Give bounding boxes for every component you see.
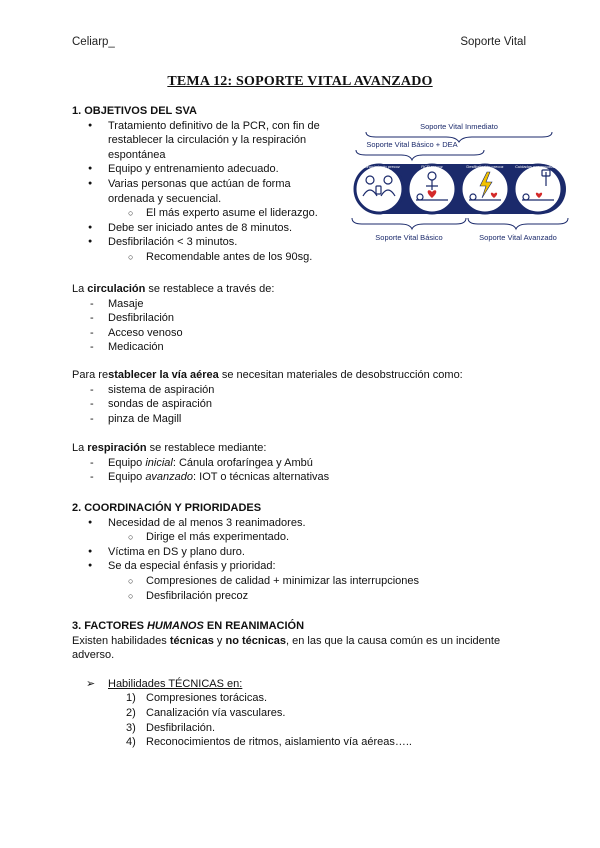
- circle-reconocimiento: [355, 165, 403, 213]
- circle-posresucitacion: [514, 165, 562, 213]
- list-item: - Desfibrilación: [72, 311, 532, 326]
- respiracion-block: [72, 441, 532, 485]
- list-item: - Medicación: [72, 340, 532, 355]
- coordinacion-list: [72, 516, 532, 604]
- objetivos-list: [72, 119, 332, 265]
- list-item: - pinza de Magill: [72, 412, 532, 427]
- sub-list-item: ○ Desfibrilación precoz: [72, 589, 532, 604]
- list-item: ● Varias personas que actúan de forma ordenada y secuencial.: [72, 177, 332, 206]
- list-item: - Equipo inicial: Cánula orofaríngea y Ambú: [72, 456, 532, 471]
- section-factores-humanos: [72, 619, 532, 750]
- circulacion-intro: La circulación se restablece a través de:: [72, 283, 275, 295]
- header-right: Soporte Vital: [460, 36, 526, 48]
- section-objetivos: [72, 104, 332, 265]
- caption-reconocimiento: Reconocimiento precoz: [358, 164, 400, 169]
- list-item: - sistema de aspiración: [72, 383, 532, 398]
- label-sva: Soporte Vital Avanzado: [479, 233, 557, 242]
- chain-of-survival-diagram: [346, 120, 576, 266]
- list-item: 2) Canalización vía vasculares.: [126, 706, 286, 719]
- respiracion-list: [72, 456, 532, 485]
- section-3-heading: 3. FACTORES HUMANOS EN REANIMACIÓN: [72, 620, 305, 632]
- factores-paragraph: Existen habilidades técnicas y no técnicas, en las que la causa común es un incidente adverso.: [72, 634, 501, 662]
- via-aerea-block: [72, 368, 532, 426]
- list-item: ● Necesidad de al menos 3 reanimadores.: [72, 516, 532, 531]
- circulacion-block: [72, 282, 532, 355]
- sub-list-item: ○ Recomendable antes de los 90sg.: [72, 250, 332, 265]
- sub-list-item: ○ Compresiones de calidad + minimizar las interrupciones: [72, 574, 532, 589]
- habilidades-tecnicas-heading: ➢ Habilidades TÉCNICAS en:: [72, 677, 532, 692]
- chain-of-survival-figure: [346, 120, 576, 266]
- list-item: - Acceso venoso: [72, 326, 532, 341]
- list-item: - Equipo avanzado: IOT o técnicas alternativas: [72, 470, 532, 485]
- header-left: Celiarp_: [72, 36, 115, 48]
- list-item: - Masaje: [72, 297, 532, 312]
- list-item: ● Se da especial énfasis y prioridad:: [72, 559, 532, 574]
- via-aerea-list: [72, 383, 532, 427]
- bracket-bottom-right: [468, 218, 568, 229]
- caption-rcp: RCP precoz: [421, 164, 443, 169]
- section-2-heading: 2. COORDINACIÓN Y PRIORIDADES: [72, 502, 262, 514]
- caption-desfibrilacion: Desfibrilación precoz: [466, 164, 504, 169]
- list-item: 4) Reconocimientos de ritmos, aislamiento vía aéreas…..: [126, 736, 412, 749]
- page-title: TEMA 12: SOPORTE VITAL AVANZADO: [167, 74, 433, 89]
- list-item: ● Víctima en DS y plano duro.: [72, 545, 532, 560]
- bracket-mid: [356, 150, 484, 160]
- caption-posresucitacion: Cuidados posresucitación: [515, 164, 561, 169]
- sub-list-item: ○ Dirige el más experimentado.: [72, 530, 532, 545]
- list-item: 3) Desfibrilación.: [126, 721, 216, 734]
- list-item: 1) Compresiones torácicas.: [126, 692, 268, 705]
- sub-list-item: ○ El más experto asume el liderazgo.: [72, 206, 406, 221]
- respiracion-intro: La respiración se restablece mediante:: [72, 442, 267, 454]
- habilidades-tecnicas-list: [72, 691, 532, 749]
- via-aerea-intro: Para restablecer la vía aérea se necesitan materiales de desobstrucción como:: [72, 369, 463, 381]
- label-svb-dea: Soporte Vital Básico + DEA: [366, 140, 458, 149]
- bracket-bottom-left: [352, 218, 466, 229]
- label-svb: Soporte Vital Básico: [375, 233, 443, 242]
- section-coordinacion: [72, 501, 532, 603]
- list-item: ● Desfibrilación < 3 minutos.: [72, 235, 332, 250]
- list-item: ● Tratamiento definitivo de la PCR, con fin de restablecer la circulación y la respiración espontánea: [72, 119, 332, 163]
- section-1-heading: 1. OBJETIVOS DEL SVA: [72, 105, 197, 117]
- list-item: - sondas de aspiración: [72, 397, 532, 412]
- circulacion-list: [72, 297, 532, 355]
- label-soporte-vital-inmediato: Soporte Vital Inmediato: [420, 122, 498, 131]
- list-item: ● Debe ser iniciado antes de 8 minutos.: [72, 221, 332, 236]
- list-item: ● Equipo y entrenamiento adecuado.: [72, 162, 332, 177]
